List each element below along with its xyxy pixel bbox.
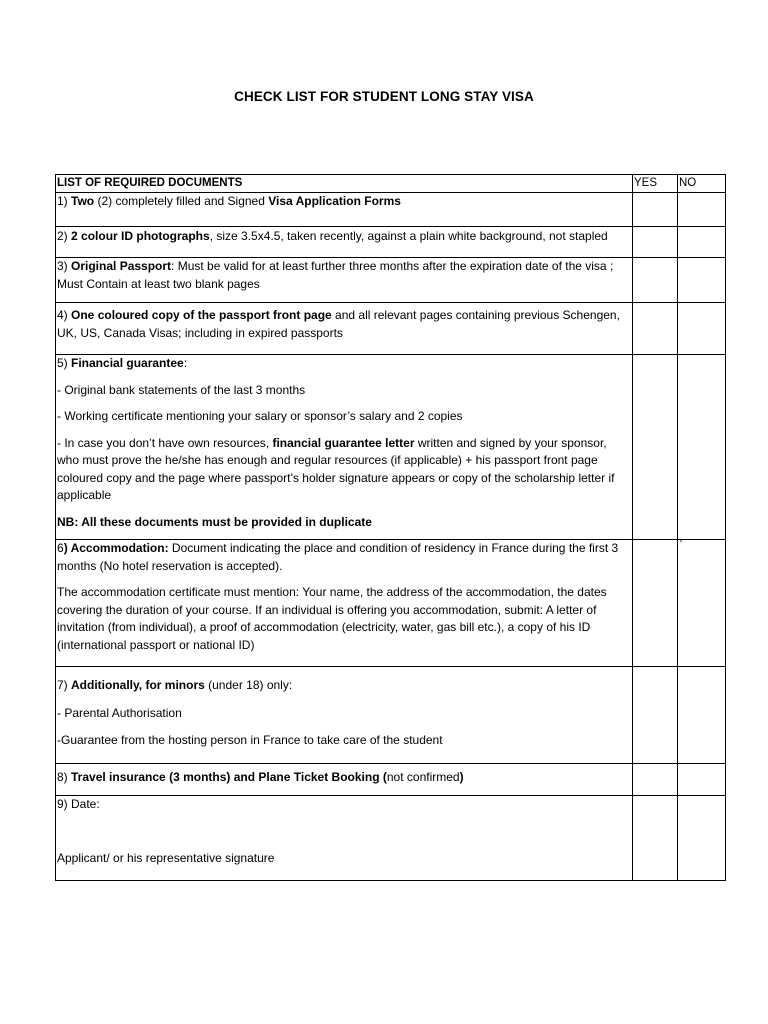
row-7-text: 7) Additionally, for minors (under 18) only: - Parental Authorisation -Guarantee from the hosting person in France to take care of the student: [56, 667, 633, 764]
date-label: 9) Date:: [57, 797, 100, 811]
header-documents: LIST OF REQUIRED DOCUMENTS: [56, 175, 633, 193]
row-4-text: 4) One coloured copy of the passport front page and all relevant pages containing previous Schengen, UK, US, Canada Visas; including in expired passports: [56, 303, 633, 355]
yes-cell[interactable]: [633, 258, 678, 303]
row-5-text: 5) Financial guarantee: - Original bank statements of the last 3 months - Working certificate mentioning your salary or sponsor’s salary and 2 copies - In case you don’t have own resources, financial guarantee letter written and signed by your sponsor, who must prove the he/she has enough and regular resources (if applicable) + his passport front page coloured copy and the page where passport’s holder signature appears or copy of the scholarship letter if applicable NB: All these documents must be provided in duplicate: [56, 355, 633, 540]
yes-cell[interactable]: [633, 303, 678, 355]
table-row: [56, 258, 726, 303]
row-3-text: 3) Original Passport: Must be valid for at least further three months after the expiration date of the visa ; Must Contain at least two blank pages: [56, 258, 633, 303]
table-row: [56, 193, 726, 227]
row-8-text: 8) Travel insurance (3 months) and Plane Ticket Booking (not confirmed): [56, 764, 633, 796]
no-cell[interactable]: [678, 764, 726, 796]
signature-label: Applicant/ or his representative signature: [57, 850, 275, 865]
table-row: [56, 764, 726, 796]
yes-cell[interactable]: [633, 193, 678, 227]
stray-mark: ': [680, 539, 682, 550]
no-cell[interactable]: [678, 355, 726, 540]
no-cell[interactable]: [678, 667, 726, 764]
header-no: NO: [678, 175, 726, 193]
table-row: [56, 667, 726, 764]
yes-cell[interactable]: [633, 796, 678, 881]
row-2-text: 2) 2 colour ID photographs, size 3.5x4.5, taken recently, against a plain white background, not stapled: [56, 227, 633, 258]
yes-cell[interactable]: [633, 227, 678, 258]
yes-cell[interactable]: [633, 355, 678, 540]
table-row: [56, 303, 726, 355]
row-6-text: 6) Accommodation: Document indicating the place and condition of residency in France during the first 3 months (No hotel reservation is accepted). The accommodation certificate must mention: Your name, the address of the accommodation, the dates covering the duration of your course. If an individual is offering you accommodation, submit: A letter of invitation (from individual), a proof of accommodation (electricity, water, gas bill etc.), a copy of his ID (international passport or national ID): [56, 540, 633, 667]
no-cell[interactable]: [678, 258, 726, 303]
table-row: [56, 355, 726, 540]
row-1-text: 1) Two (2) completely filled and Signed Visa Application Forms: [56, 193, 633, 227]
yes-cell[interactable]: [633, 540, 678, 667]
yes-cell[interactable]: [633, 667, 678, 764]
no-cell[interactable]: [678, 193, 726, 227]
page-title: CHECK LIST FOR STUDENT LONG STAY VISA: [234, 89, 534, 104]
table-row: [56, 540, 726, 667]
no-cell[interactable]: [678, 303, 726, 355]
yes-cell[interactable]: [633, 764, 678, 796]
no-cell[interactable]: [678, 227, 726, 258]
table-row: [56, 227, 726, 258]
row-9-text: [56, 796, 633, 881]
table-header-row: [56, 175, 726, 193]
no-cell[interactable]: [678, 796, 726, 881]
header-yes: YES: [633, 175, 678, 193]
table-row: [56, 796, 726, 881]
no-cell[interactable]: [678, 540, 726, 667]
checklist-table: [55, 174, 726, 881]
